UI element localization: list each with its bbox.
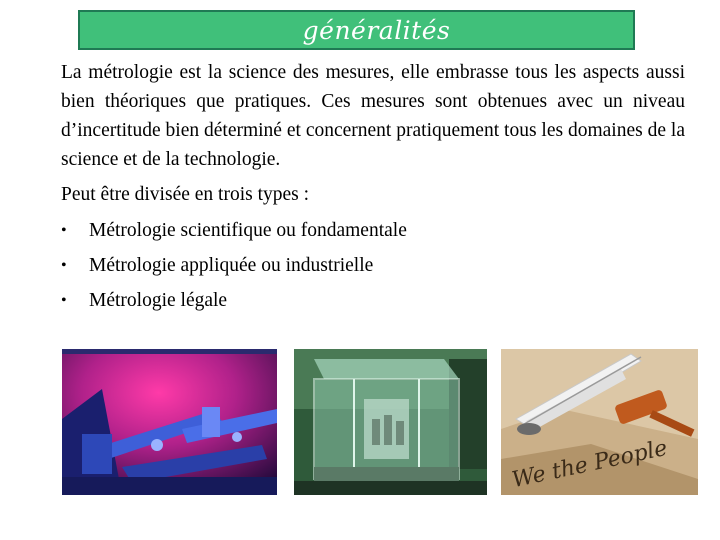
list-item-label: Métrologie appliquée ou industrielle (89, 255, 374, 276)
title-banner (78, 10, 635, 50)
types-intro: Peut être divisée en trois types : (61, 184, 310, 205)
mass-standards-image (294, 349, 487, 495)
list-item (61, 283, 685, 318)
legal-quill-gavel-image (501, 349, 698, 495)
svg-text:We the People: We the People (509, 435, 670, 494)
bullet-icon: • (61, 257, 67, 274)
list-item-label: Métrologie scientifique ou fondamentale (89, 220, 407, 241)
list-item (61, 248, 685, 283)
list-item-label: Métrologie légale (89, 290, 228, 311)
intro-paragraph: La métrologie est la science des mesures, elle embrasse tous les aspects aussi bien théoriques que pratiques. Ces mesures sont obtenues avec un niveau d’incertitude bien déterminé et concernent pratiquement tous les domaines de la science et de la technologie. (61, 62, 685, 170)
content-block (61, 58, 685, 318)
list-item (61, 213, 685, 248)
bullet-icon: • (61, 222, 67, 239)
page-title: généralités (302, 15, 451, 45)
laser-bench-image (62, 349, 277, 495)
types-list (61, 213, 685, 318)
bullet-icon: • (61, 292, 67, 309)
